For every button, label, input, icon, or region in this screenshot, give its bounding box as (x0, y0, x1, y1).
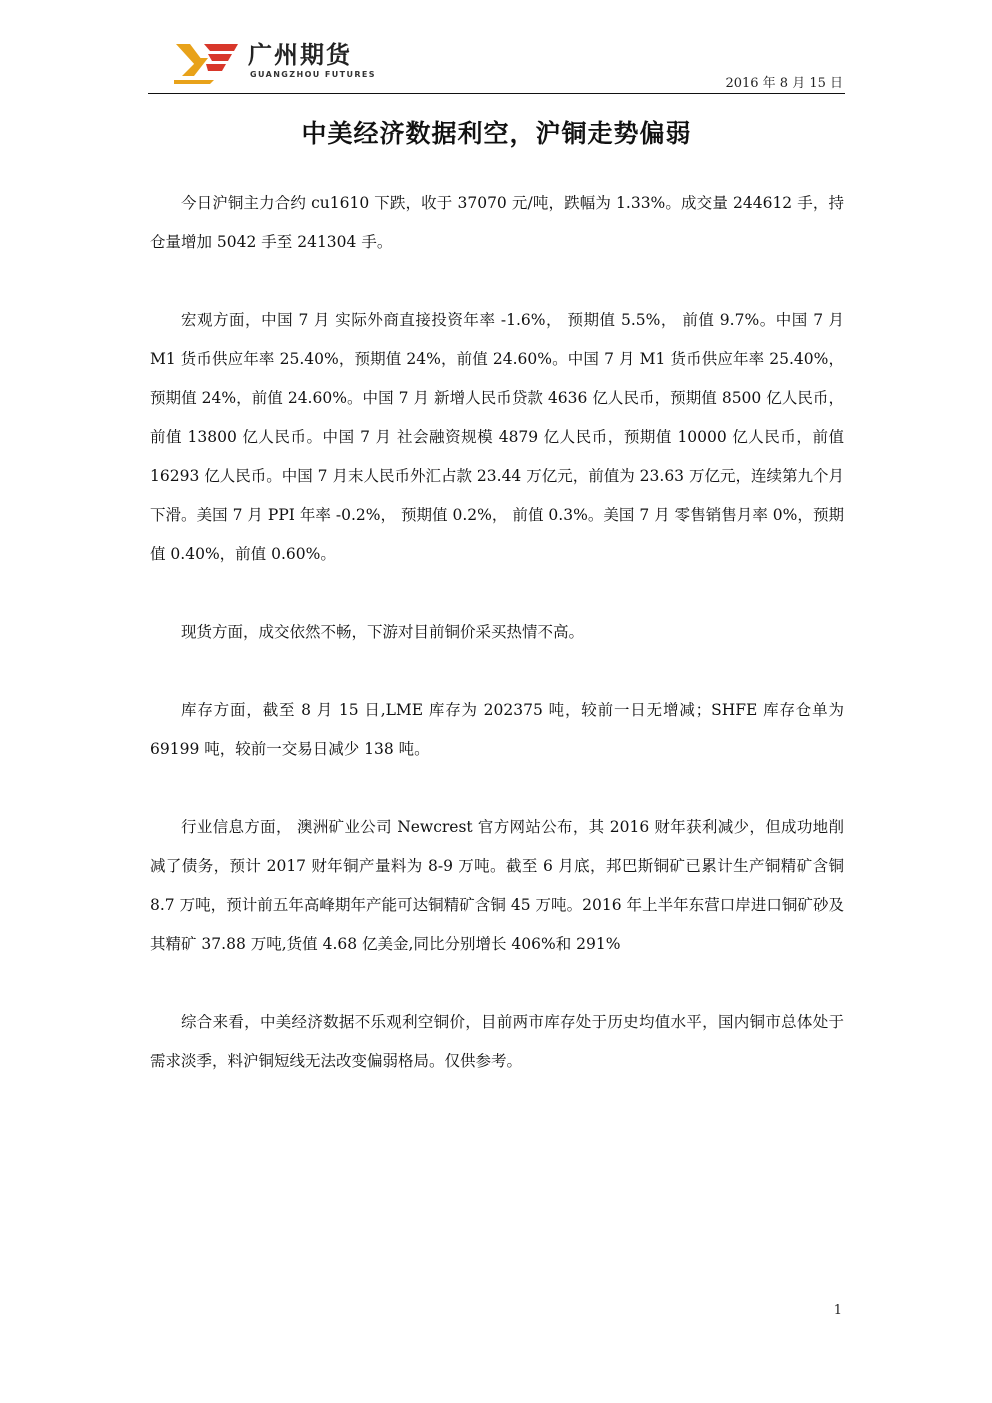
company-logo (174, 40, 374, 84)
logo-english-name: GUANGZHOU FUTURES (250, 70, 376, 79)
report-date: 2016 年 8 月 15 日 (725, 76, 843, 91)
paragraph-macro: 宏观方面，中国 7 月 实际外商直接投资年率 -1.6%， 预期值 5.5%， 前值 9.7%。中国 7 月 M1 货币供应年率 25.40%，预期值 24%，前值 24.60%。中国 7 月 M1 货币供应年率 25.40%，预期值 24%，前值 24.60%。中国 7 月 新增人民币贷款 4636 亿人民币，预期值 8500 亿人民币，前值 13800 亿人民币。中国 7 月 社会融资规模 4879 亿人民币，预期值 10000 亿人民币，前值 16293 亿人民币。中国 7 月末人民币外汇占款 23.44 万亿元，前值为 23.63 万亿元，连续第九个月下滑。美国 7 月 PPI 年率 -0.2%， 预期值 0.2%， 前值 0.3%。美国 7 月 零售销售月率 0%，预期值 0.40%，前值 0.60%。 (150, 311, 844, 563)
document-title: 中美经济数据利空，沪铜走势偏弱 (301, 119, 692, 148)
paragraph-market-summary: 今日沪铜主力合约 cu1610 下跌，收于 37070 元/吨，跌幅为 1.33%。成交量 244612 手，持仓量增加 5042 手至 241304 手。 (150, 194, 844, 251)
paragraph-spot: 现货方面，成交依然不畅，下游对目前铜价采买热情不高。 (181, 623, 585, 641)
paragraph-conclusion: 综合来看，中美经济数据不乐观利空铜价，目前两市库存处于历史均值水平，国内铜市总体处于需求淡季，料沪铜短线无法改变偏弱格局。仅供参考。 (150, 1013, 844, 1070)
logo-mark-icon (174, 40, 240, 84)
document-body (150, 184, 844, 1120)
header-divider (148, 93, 845, 94)
paragraph-inventory: 库存方面，截至 8 月 15 日,LME 库存为 202375 吨，较前一日无增减；SHFE 库存仓单为 69199 吨，较前一交易日减少 138 吨。 (150, 701, 844, 758)
page-header (148, 36, 845, 94)
page-number: 1 (833, 1303, 842, 1318)
logo-chinese-name: 广州期货 (248, 41, 352, 69)
paragraph-industry: 行业信息方面， 澳洲矿业公司 Newcrest 官方网站公布，其 2016 财年获利减少，但成功地削减了债务，预计 2017 财年铜产量料为 8-9 万吨。截至 6 月底，邦巴斯铜矿已累计生产铜精矿含铜 8.7 万吨，预计前五年高峰期年产能可达铜精矿含铜 45 万吨。2016 年上半年东营口岸进口铜矿砂及其精矿 37.88 万吨,货值 4.68 亿美金,同比分别增长 406%和 291% (150, 818, 844, 953)
